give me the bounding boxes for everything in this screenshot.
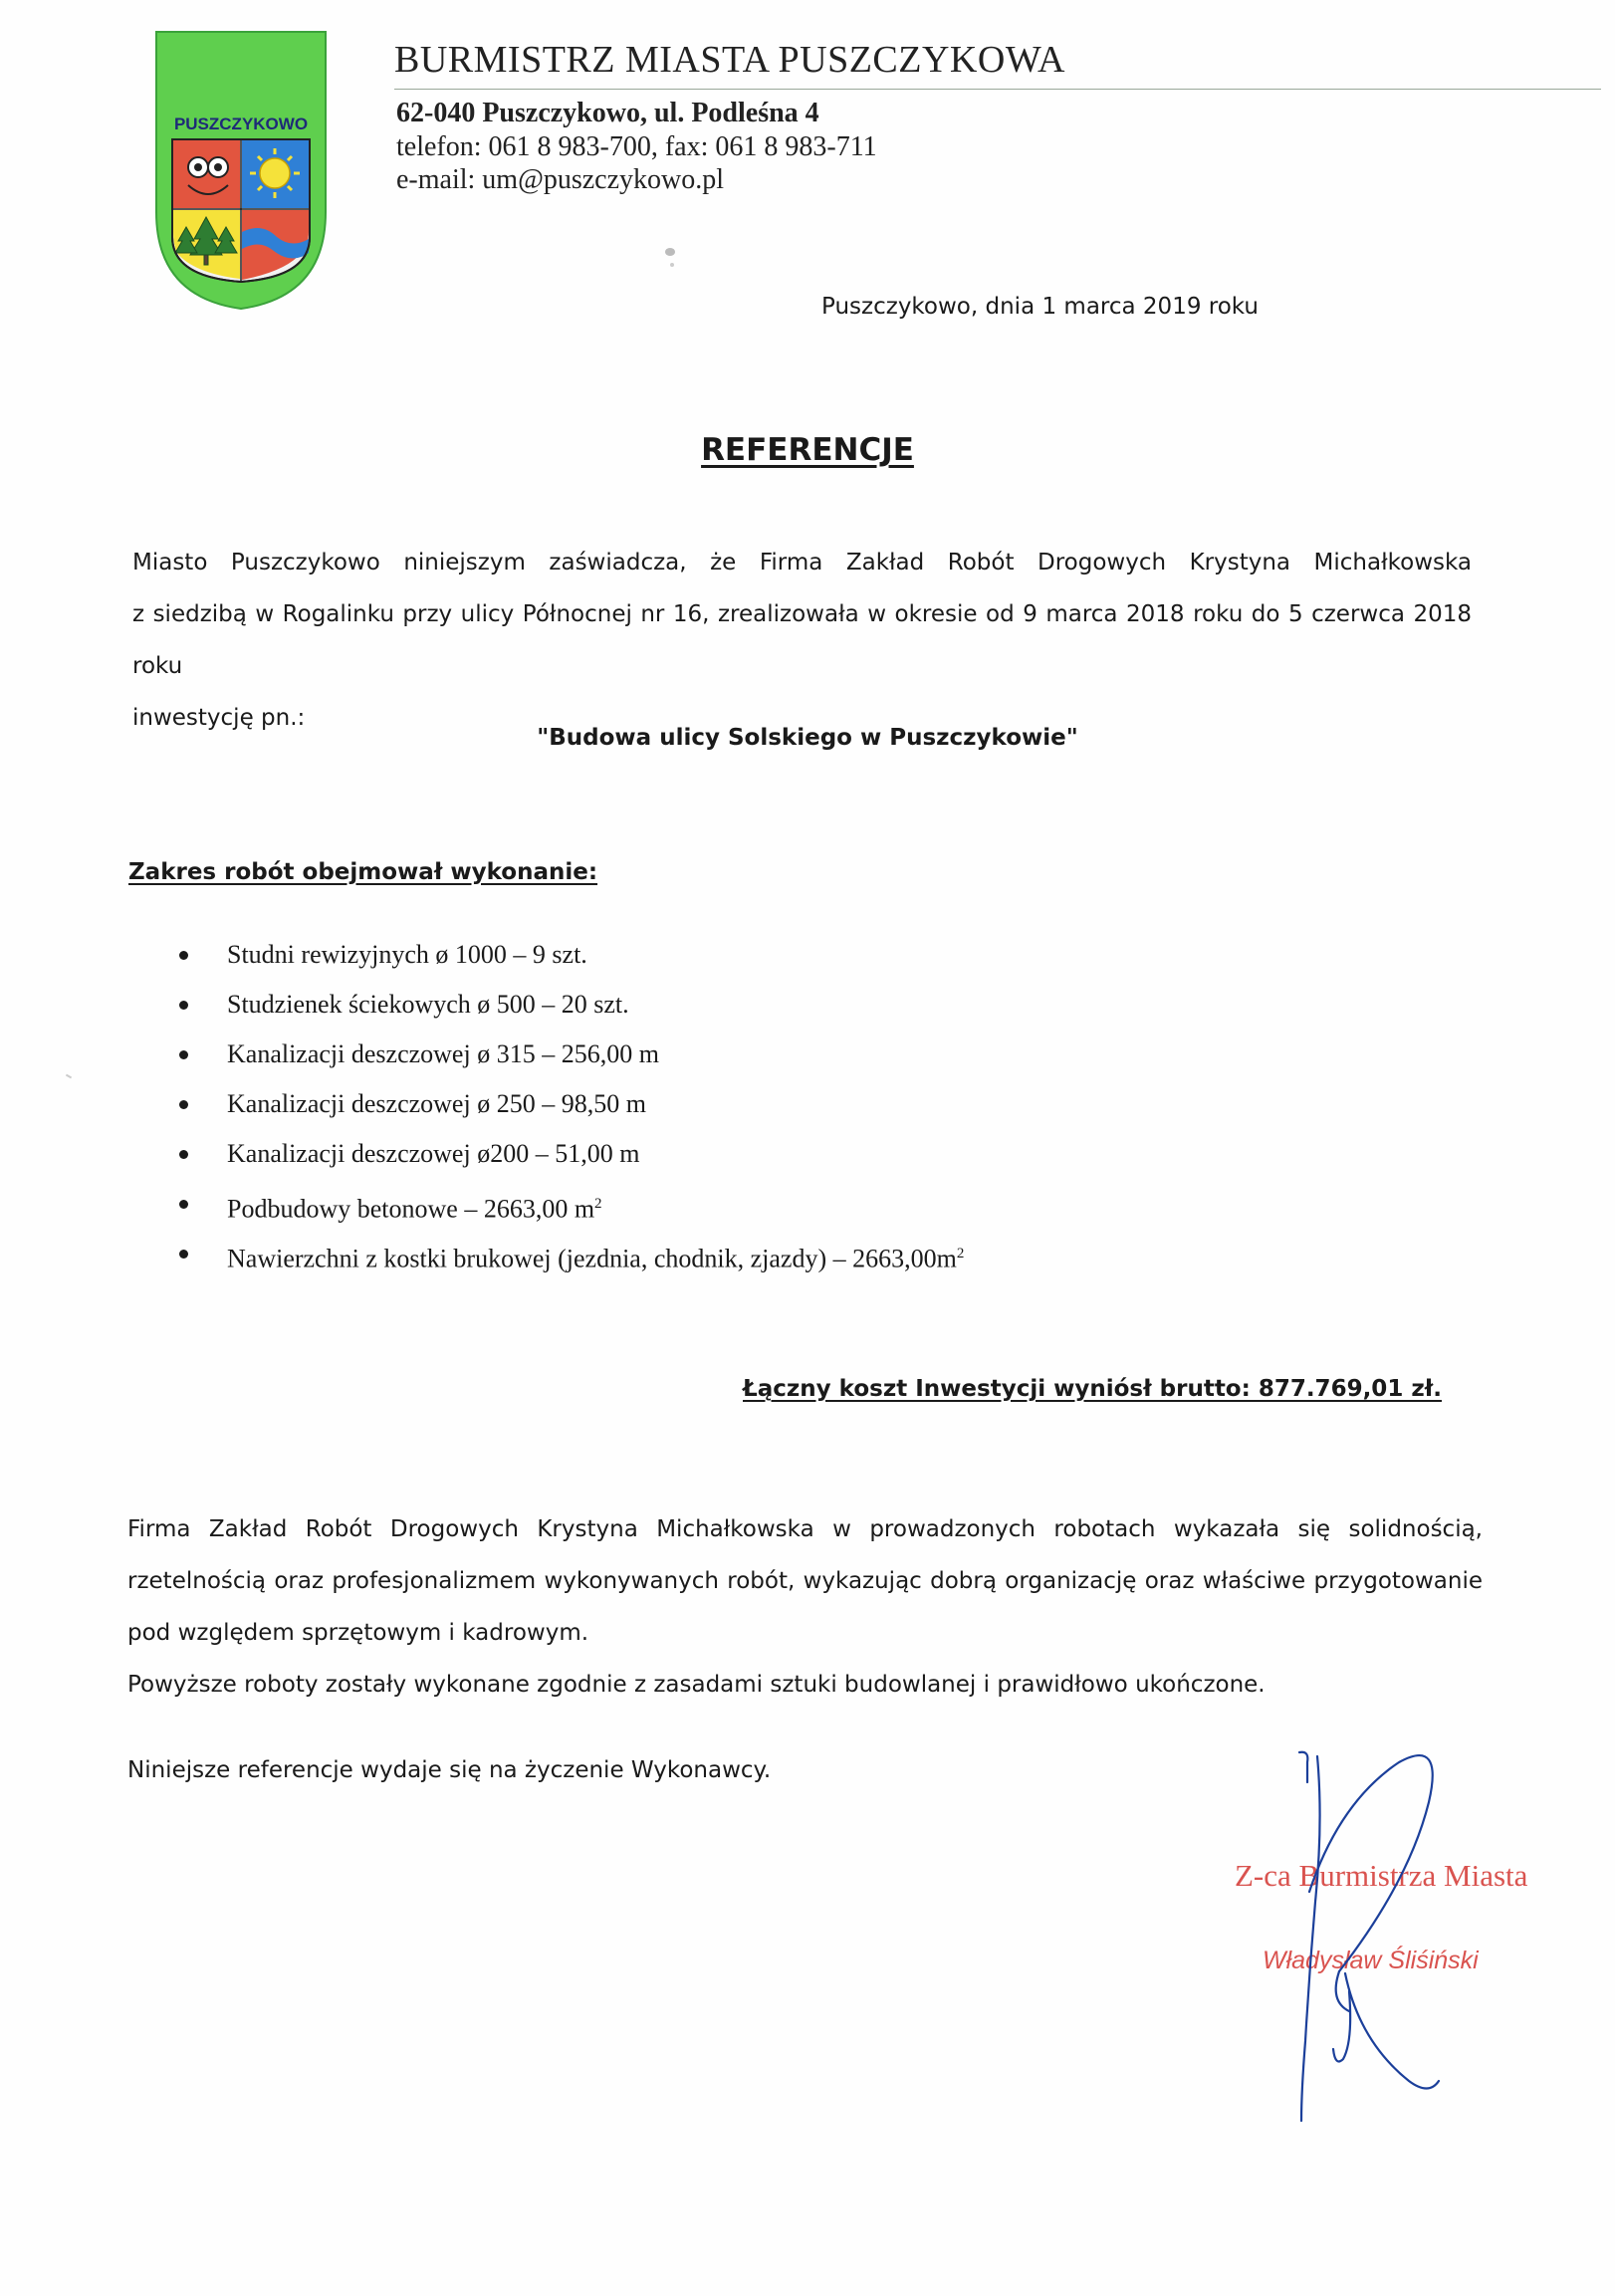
scope-list [179, 930, 964, 1278]
stamp-name: Władysław Śliśiński [1263, 1947, 1479, 1974]
project-name: "Budowa ulicy Solskiego w Puszczykowie" [537, 725, 1078, 751]
scope-item: Studzienek ściekowych ø 500 – 20 szt. [179, 980, 964, 1030]
scope-item: Kanalizacji deszczowej ø 315 – 256,00 m [179, 1030, 964, 1079]
office-phone: telefon: 061 8 983-700, fax: 061 8 983-711 [396, 131, 877, 162]
letter-date: Puszczykowo, dnia 1 marca 2019 roku [821, 294, 1259, 320]
assessment-paragraph [127, 1503, 1483, 1659]
intro-line: inwestycję pn.: [132, 705, 306, 731]
document-title: REFERENCJE [701, 432, 914, 468]
scope-item: Podbudowy betonowe – 2663,00 $m^2$ [179, 1179, 964, 1229]
handwritten-signature [1279, 1742, 1518, 2141]
header-divider [394, 89, 1601, 90]
assessment-line: Firma Zakład Robót Drogowych Krystyna Michałkowska w prowadzonych robotach wykazała się solidnością, [127, 1516, 1483, 1542]
intro-paragraph [132, 537, 1472, 744]
intro-line: Miasto Puszczykowo niniejszym zaświadcza, że Firma Zakład Robót Drogowych Krystyna Michałkowska [132, 550, 1472, 575]
assessment-line: pod względem sprzętowym i kadrowym. [127, 1620, 589, 1646]
office-email: e-mail: um@puszczykowo.pl [396, 164, 725, 195]
scope-item: Studni rewizyjnych ø 1000 – 9 szt. [179, 930, 964, 980]
total-cost: Łączny koszt Inwestycji wyniósł brutto: 877.769,01 zł. [743, 1376, 1442, 1402]
scan-speck [670, 263, 674, 267]
scan-speck [665, 248, 675, 256]
town-crest-logo [152, 28, 330, 312]
scan-speck [66, 1074, 72, 1079]
closing-statement: Niniejsze referencje wydaje się na życzenie Wykonawcy. [127, 1757, 772, 1783]
completion-statement: Powyższe roboty zostały wykonane zgodnie z zasadami sztuki budowlanej i prawidłowo ukończone. [127, 1672, 1266, 1698]
unit-exponent: 2 [594, 1196, 602, 1212]
assessment-line: rzetelnością oraz profesjonalizmem wykonywanych robót, wykazując dobrą organizację oraz właściwe przygotowanie [127, 1568, 1483, 1594]
scope-item: Kanalizacji deszczowej ø 250 – 98,50 m [179, 1079, 964, 1129]
scope-heading: Zakres robót obejmował wykonanie: [128, 859, 598, 885]
crest-label: PUSZCZYKOWO [173, 115, 309, 133]
scope-item: Nawierzchni z kostki brukowej (jezdnia, chodnik, zjazdy) – $2663,00m^2$ [179, 1229, 964, 1278]
office-title: BURMISTRZ MIASTA PUSZCZYKOWA [394, 39, 1065, 81]
scope-item: Kanalizacji deszczowej ø200 – 51,00 m [179, 1129, 964, 1179]
office-address: 62-040 Puszczykowo, ul. Podleśna 4 [396, 98, 819, 128]
unit-exponent: 2 [956, 1246, 965, 1262]
intro-line: z siedzibą w Rogalinku przy ulicy Północnej nr 16, zrealizowała w okresie od 9 marca 2018 roku do 5 czerwca 2018 roku [132, 601, 1472, 679]
stamp-title: Z-ca Burmistrza Miasta [1235, 1858, 1528, 1893]
